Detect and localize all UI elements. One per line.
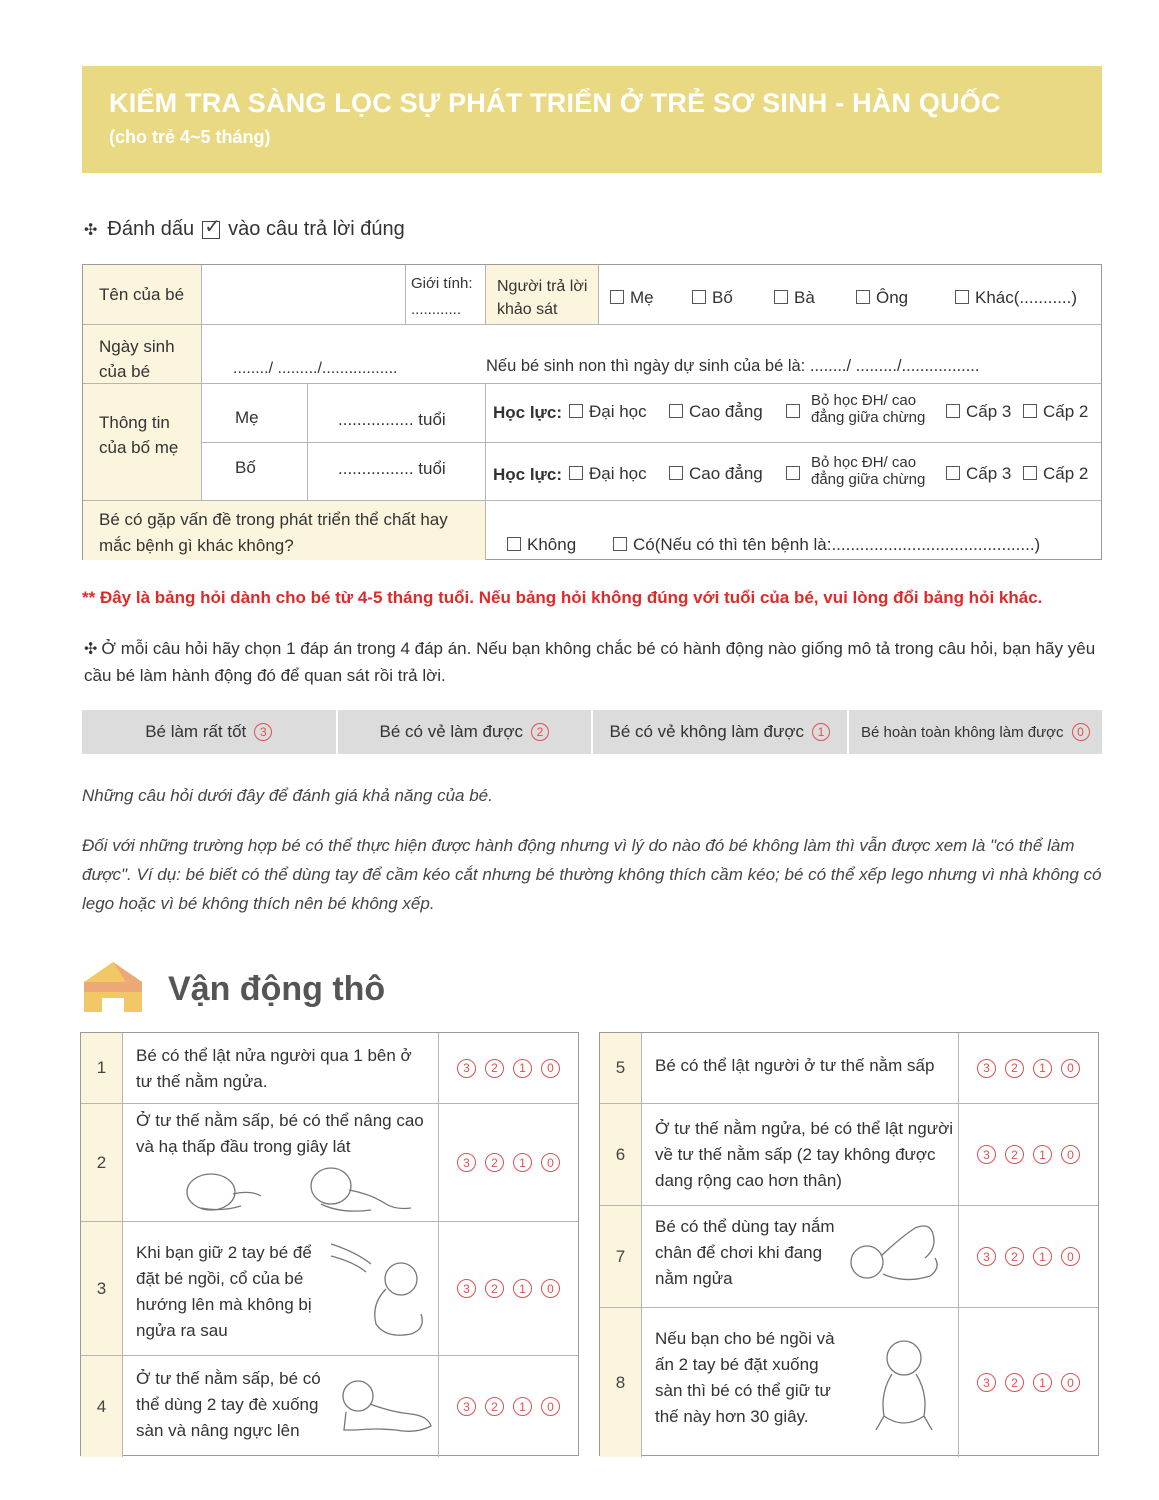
health-question: Bé có gặp vấn đề trong phát triển thể chất hay mắc bệnh gì khác không? <box>99 510 448 555</box>
mother-label: Mẹ <box>235 408 259 427</box>
score-circle-icon: 0 <box>1072 723 1090 741</box>
instruction <box>84 218 405 241</box>
instruction-after: vào câu trả lời đúng <box>228 218 405 240</box>
father-edu-college-checkbox[interactable]: Cao đẳng <box>669 464 763 484</box>
answer-0-option[interactable]: 0 <box>541 1059 560 1078</box>
score-scale <box>82 710 1102 754</box>
answer-0-option[interactable]: 0 <box>541 1153 560 1172</box>
question-table-right <box>599 1032 1099 1456</box>
page-subtitle: (cho trẻ 4~5 tháng) <box>109 127 271 147</box>
house-icon <box>80 960 146 1014</box>
checked-box-icon <box>202 221 220 239</box>
mother-edu-secondary-checkbox[interactable]: Cấp 2 <box>1023 402 1088 422</box>
answer-2-option[interactable]: 2 <box>485 1279 504 1298</box>
answer-1-option[interactable]: 1 <box>1033 1145 1052 1164</box>
age-warning: ** Đây là bảng hỏi dành cho bé từ 4-5 tháng tuổi. Nếu bảng hỏi không đúng với tuổi của bé, vui lòng đổi bảng hỏi khác. <box>82 588 1043 607</box>
question-text: Ở tư thế nằm sấp, bé có thể nâng cao và hạ thấp đầu trong giây lát <box>136 1111 424 1156</box>
answer-1-option[interactable]: 1 <box>513 1397 532 1416</box>
note-2: Đối với những trường hợp bé có thể thực hiện được hành động nhưng vì lý do nào đó bé không làm thì vẫn được xem là "có thể làm được". Ví dụ: bé biết có thể dùng tay để cầm kéo cắt nhưng bé thường không thích cầm kéo; bé có thể xếp lego nhưng vì nhà không có lego hoặc vì bé không thích nên bé không xếp. <box>82 836 1102 913</box>
answer-options <box>438 1033 578 1103</box>
answer-1-option[interactable]: 1 <box>1033 1247 1052 1266</box>
scale-0: Bé hoàn toàn không làm được 0 <box>849 710 1103 754</box>
mother-education-label: Học lực: <box>493 403 562 422</box>
father-edu-university-checkbox[interactable]: Đại học <box>569 464 647 484</box>
mother-edu-university-checkbox[interactable]: Đại học <box>569 402 647 422</box>
scale-2: Bé có vẻ làm được 2 <box>338 710 594 754</box>
answer-0-option[interactable]: 0 <box>541 1397 560 1416</box>
answer-1-option[interactable]: 1 <box>1033 1373 1052 1392</box>
question-table-left <box>80 1032 579 1456</box>
cross-bullet-icon: ✣ <box>84 221 98 239</box>
respondent-grandmother-checkbox[interactable]: Bà <box>774 288 815 308</box>
question-row <box>600 1307 1098 1457</box>
answer-1-option[interactable]: 1 <box>513 1153 532 1172</box>
question-number: 1 <box>81 1033 123 1103</box>
respondent-grandfather-checkbox[interactable]: Ông <box>856 288 908 308</box>
question-row <box>600 1205 1098 1307</box>
answer-0-option[interactable]: 0 <box>541 1279 560 1298</box>
mother-age-field[interactable]: ................ tuổi <box>338 410 446 429</box>
father-age-field[interactable]: ................ tuổi <box>338 459 446 478</box>
mother-edu-dropout-label: Bỏ học ĐH/ cao đẳng giữa chừng <box>811 392 926 426</box>
question-row <box>81 1033 578 1103</box>
question-number: 2 <box>81 1104 123 1221</box>
header-banner <box>82 66 1102 173</box>
instruction-before: Đánh dấu <box>107 218 195 240</box>
answer-options <box>438 1356 578 1457</box>
answer-0-option[interactable]: 0 <box>1061 1247 1080 1266</box>
answer-options <box>958 1206 1098 1307</box>
baby-push-up-illustration <box>336 1374 436 1444</box>
question-number: 4 <box>81 1356 123 1457</box>
scale-1: Bé có vẻ không làm được 1 <box>593 710 849 754</box>
baby-name-label: Tên của bé <box>99 285 185 304</box>
question-number: 8 <box>600 1308 642 1457</box>
note-1: Những câu hỏi dưới đây để đánh giá khả năng của bé. <box>82 786 493 805</box>
answer-2-option[interactable]: 2 <box>1005 1059 1024 1078</box>
answer-3-option[interactable]: 3 <box>977 1373 996 1392</box>
answer-options <box>958 1104 1098 1205</box>
answer-options <box>958 1033 1098 1103</box>
answer-3-option[interactable]: 3 <box>977 1145 996 1164</box>
question-text: Bé có thể dùng tay nắm chân để chơi khi đang nằm ngửa <box>655 1217 835 1288</box>
health-no-checkbox[interactable]: Không <box>507 535 576 555</box>
question-number: 7 <box>600 1206 642 1307</box>
answer-options <box>958 1308 1098 1457</box>
due-date-field[interactable]: Nếu bé sinh non thì ngày dự sinh của bé là: ......../ ........./................. <box>486 357 980 375</box>
father-label: Bố <box>235 458 256 477</box>
question-text: Ở tư thế nằm sấp, bé có thể dùng 2 tay đè xuống sàn và nâng ngực lên <box>136 1369 321 1440</box>
question-number: 6 <box>600 1104 642 1205</box>
father-edu-dropout-label: Bỏ học ĐH/ cao đẳng giữa chừng <box>811 454 926 488</box>
question-text: Nếu bạn cho bé ngồi và ấn 2 tay bé đặt xuống sàn thì bé có thể giữ tư thế này hơn 30 giây. <box>655 1329 835 1426</box>
score-circle-icon: 2 <box>531 723 549 741</box>
baby-name-field[interactable] <box>205 265 403 323</box>
answer-1-option[interactable]: 1 <box>513 1279 532 1298</box>
answer-2-option[interactable]: 2 <box>485 1059 504 1078</box>
question-text: Ở tư thế nằm ngửa, bé có thể lật người về tư thế nằm sấp (2 tay không được dang rộng cao hơn thân) <box>655 1119 954 1190</box>
respondent-mother-checkbox[interactable]: Mẹ <box>610 288 654 308</box>
scale-3: Bé làm rất tốt 3 <box>82 710 338 754</box>
question-text: Bé có thể lật nửa người qua 1 bên ở tư thế nằm ngửa. <box>136 1046 412 1091</box>
answer-1-option[interactable]: 1 <box>1033 1059 1052 1078</box>
baby-tummy-illustration <box>181 1164 441 1216</box>
question-number: 5 <box>600 1033 642 1103</box>
mother-edu-highschool-checkbox[interactable]: Cấp 3 <box>946 402 1011 422</box>
question-text: Bé có thể lật người ở tư thế nằm sấp <box>655 1056 935 1075</box>
gender-label: Giới tính: <box>411 275 473 292</box>
baby-pull-to-sit-illustration <box>326 1234 436 1346</box>
question-row <box>81 1221 578 1355</box>
dob-label: Ngày sinh của bé <box>99 337 175 381</box>
page-title: KIỂM TRA SÀNG LỌC SỰ PHÁT TRIỂN Ở TRẺ SƠ SINH - HÀN QUỐC <box>109 88 1001 118</box>
answer-options <box>438 1104 578 1221</box>
answer-3-option[interactable]: 3 <box>457 1279 476 1298</box>
score-circle-icon: 3 <box>254 723 272 741</box>
question-row <box>600 1033 1098 1103</box>
answer-1-option[interactable]: 1 <box>513 1059 532 1078</box>
guide-text: ✣ Ở mỗi câu hỏi hãy chọn 1 đáp án trong 4 đáp án. Nếu bạn không chắc bé có hành động nào giống mô tả trong câu hỏi, bạn hãy yêu cầu bé làm hành động đó để quan sát rồi trả lời. <box>84 639 1096 685</box>
answer-2-option[interactable]: 2 <box>1005 1247 1024 1266</box>
father-education-label: Học lực: <box>493 465 562 484</box>
respondent-label: Người trả lời khảo sát <box>497 278 588 318</box>
question-number: 3 <box>81 1222 123 1355</box>
father-edu-highschool-checkbox[interactable]: Cấp 3 <box>946 464 1011 484</box>
answer-3-option[interactable]: 3 <box>457 1397 476 1416</box>
answer-0-option[interactable]: 0 <box>1061 1145 1080 1164</box>
answer-3-option[interactable]: 3 <box>977 1059 996 1078</box>
question-text: Khi bạn giữ 2 tay bé để đặt bé ngồi, cổ của bé hướng lên mà không bị ngửa ra sau <box>136 1243 312 1340</box>
answer-3-option[interactable]: 3 <box>457 1153 476 1172</box>
answer-2-option[interactable]: 2 <box>485 1397 504 1416</box>
father-edu-secondary-checkbox[interactable]: Cấp 2 <box>1023 464 1088 484</box>
answer-3-option[interactable]: 3 <box>457 1059 476 1078</box>
gender-field[interactable]: ............ <box>411 301 462 318</box>
answer-2-option[interactable]: 2 <box>1005 1373 1024 1392</box>
respondent-other-checkbox[interactable]: Khác(...........) <box>955 288 1077 308</box>
baby-hold-feet-illustration <box>845 1218 945 1296</box>
answer-0-option[interactable]: 0 <box>1061 1059 1080 1078</box>
answer-options <box>438 1222 578 1355</box>
answer-2-option[interactable]: 2 <box>485 1153 504 1172</box>
respondent-father-checkbox[interactable]: Bố <box>692 288 733 308</box>
mother-edu-college-checkbox[interactable]: Cao đẳng <box>669 402 763 422</box>
parents-label: Thông tin của bố mẹ <box>99 413 179 457</box>
answer-3-option[interactable]: 3 <box>977 1247 996 1266</box>
cross-bullet-icon: ✣ <box>84 641 98 658</box>
health-yes-checkbox[interactable]: Có(Nếu có thì tên bệnh là:...........................................) <box>613 535 1040 555</box>
dob-field[interactable]: ......../ ........./................. <box>233 360 398 377</box>
answer-0-option[interactable]: 0 <box>1061 1373 1080 1392</box>
baby-sitting-illustration <box>862 1338 942 1438</box>
answer-2-option[interactable]: 2 <box>1005 1145 1024 1164</box>
father-edu-dropout-checkbox[interactable] <box>786 464 806 484</box>
info-form <box>82 264 1102 560</box>
score-circle-icon: 1 <box>812 723 830 741</box>
section-title: Vận động thô <box>168 970 386 1008</box>
question-row <box>81 1103 578 1221</box>
question-row <box>81 1355 578 1457</box>
question-row <box>600 1103 1098 1205</box>
mother-edu-dropout-checkbox[interactable] <box>786 402 806 422</box>
